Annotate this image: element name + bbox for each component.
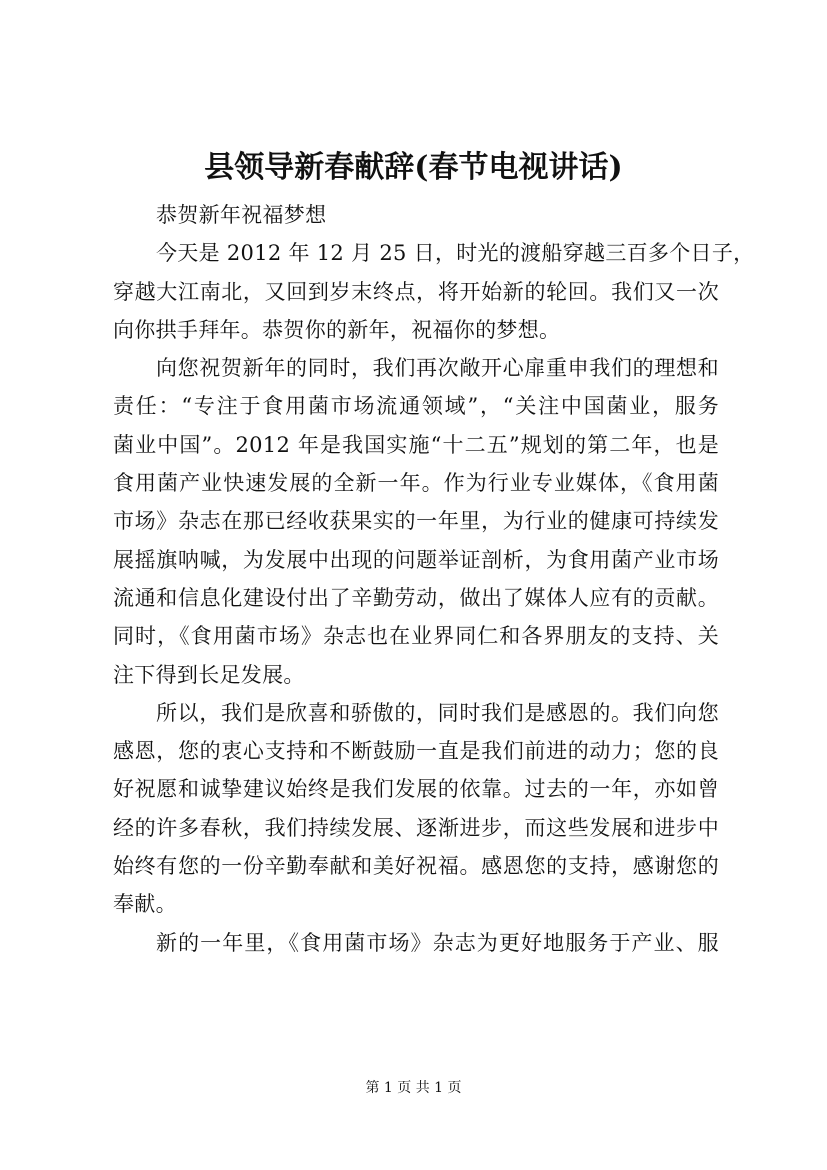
document-body xyxy=(113,196,755,962)
paragraph-greeting xyxy=(113,196,719,234)
text-line: 奉献。 xyxy=(113,892,177,917)
text-line: 食用菌产业快速发展的全新一年。作为行业专业媒体，《食用菌 xyxy=(113,471,719,496)
paragraph-gratitude xyxy=(113,694,719,924)
text-line: 菌业中国”。2012 年是我国实施“十二五”规划的第二年，也是 xyxy=(113,432,719,457)
text-line: 同时，《食用菌市场》杂志也在业界同仁和各界朋友的支持、关 xyxy=(113,624,719,649)
text-line: 向你拱手拜年。恭贺你的新年，祝福你的梦想。 xyxy=(113,317,561,342)
text-line: 感恩，您的衷心支持和不断鼓励一直是我们前进的动力；您的良 xyxy=(113,739,719,764)
text-line: 向您祝贺新年的同时，我们再次敞开心扉重申我们的理想和 xyxy=(156,356,719,381)
text-line: 流通和信息化建设付出了辛勤劳动，做出了媒体人应有的贡献。 xyxy=(113,585,719,610)
text-line: 市场》杂志在那已经收获果实的一年里，为行业的健康可持续发 xyxy=(113,509,719,534)
text-line: 新的一年里，《食用菌市场》杂志为更好地服务于产业、服 xyxy=(156,930,719,955)
text-line: 经的许多春秋，我们持续发展、逐渐进步，而这些发展和进步中 xyxy=(113,815,719,840)
paragraph-new-year xyxy=(113,234,755,349)
text-line: 责任：“专注于食用菌市场流通领域”，“关注中国菌业，服务 xyxy=(113,394,719,419)
paragraph-mission xyxy=(113,349,719,694)
page-footer: 第 1 页 共 1 页 xyxy=(365,1080,462,1096)
text-line: 好祝愿和诚挚建议始终是我们发展的依靠。过去的一年，亦如曾 xyxy=(113,777,719,802)
text-line: 恭贺新年祝福梦想 xyxy=(156,203,327,227)
document-title: 县领导新春献辞(春节电视讲话) xyxy=(204,150,623,185)
paragraph-new-year-outlook xyxy=(113,924,719,962)
text-line: 今天是 2012 年 12 月 25 日，时光的渡船穿越三百多个日子， xyxy=(156,241,755,266)
text-line: 注下得到长足发展。 xyxy=(113,662,305,687)
text-line: 展摇旗呐喊，为发展中出现的问题举证剖析，为食用菌产业市场 xyxy=(113,547,719,572)
text-line: 始终有您的一份辛勤奉献和美好祝福。感恩您的支持，感谢您的 xyxy=(113,854,719,879)
text-line: 穿越大江南北，又回到岁末终点，将开始新的轮回。我们又一次 xyxy=(113,279,719,304)
text-line: 所以，我们是欣喜和骄傲的，同时我们是感恩的。我们向您 xyxy=(156,700,719,725)
